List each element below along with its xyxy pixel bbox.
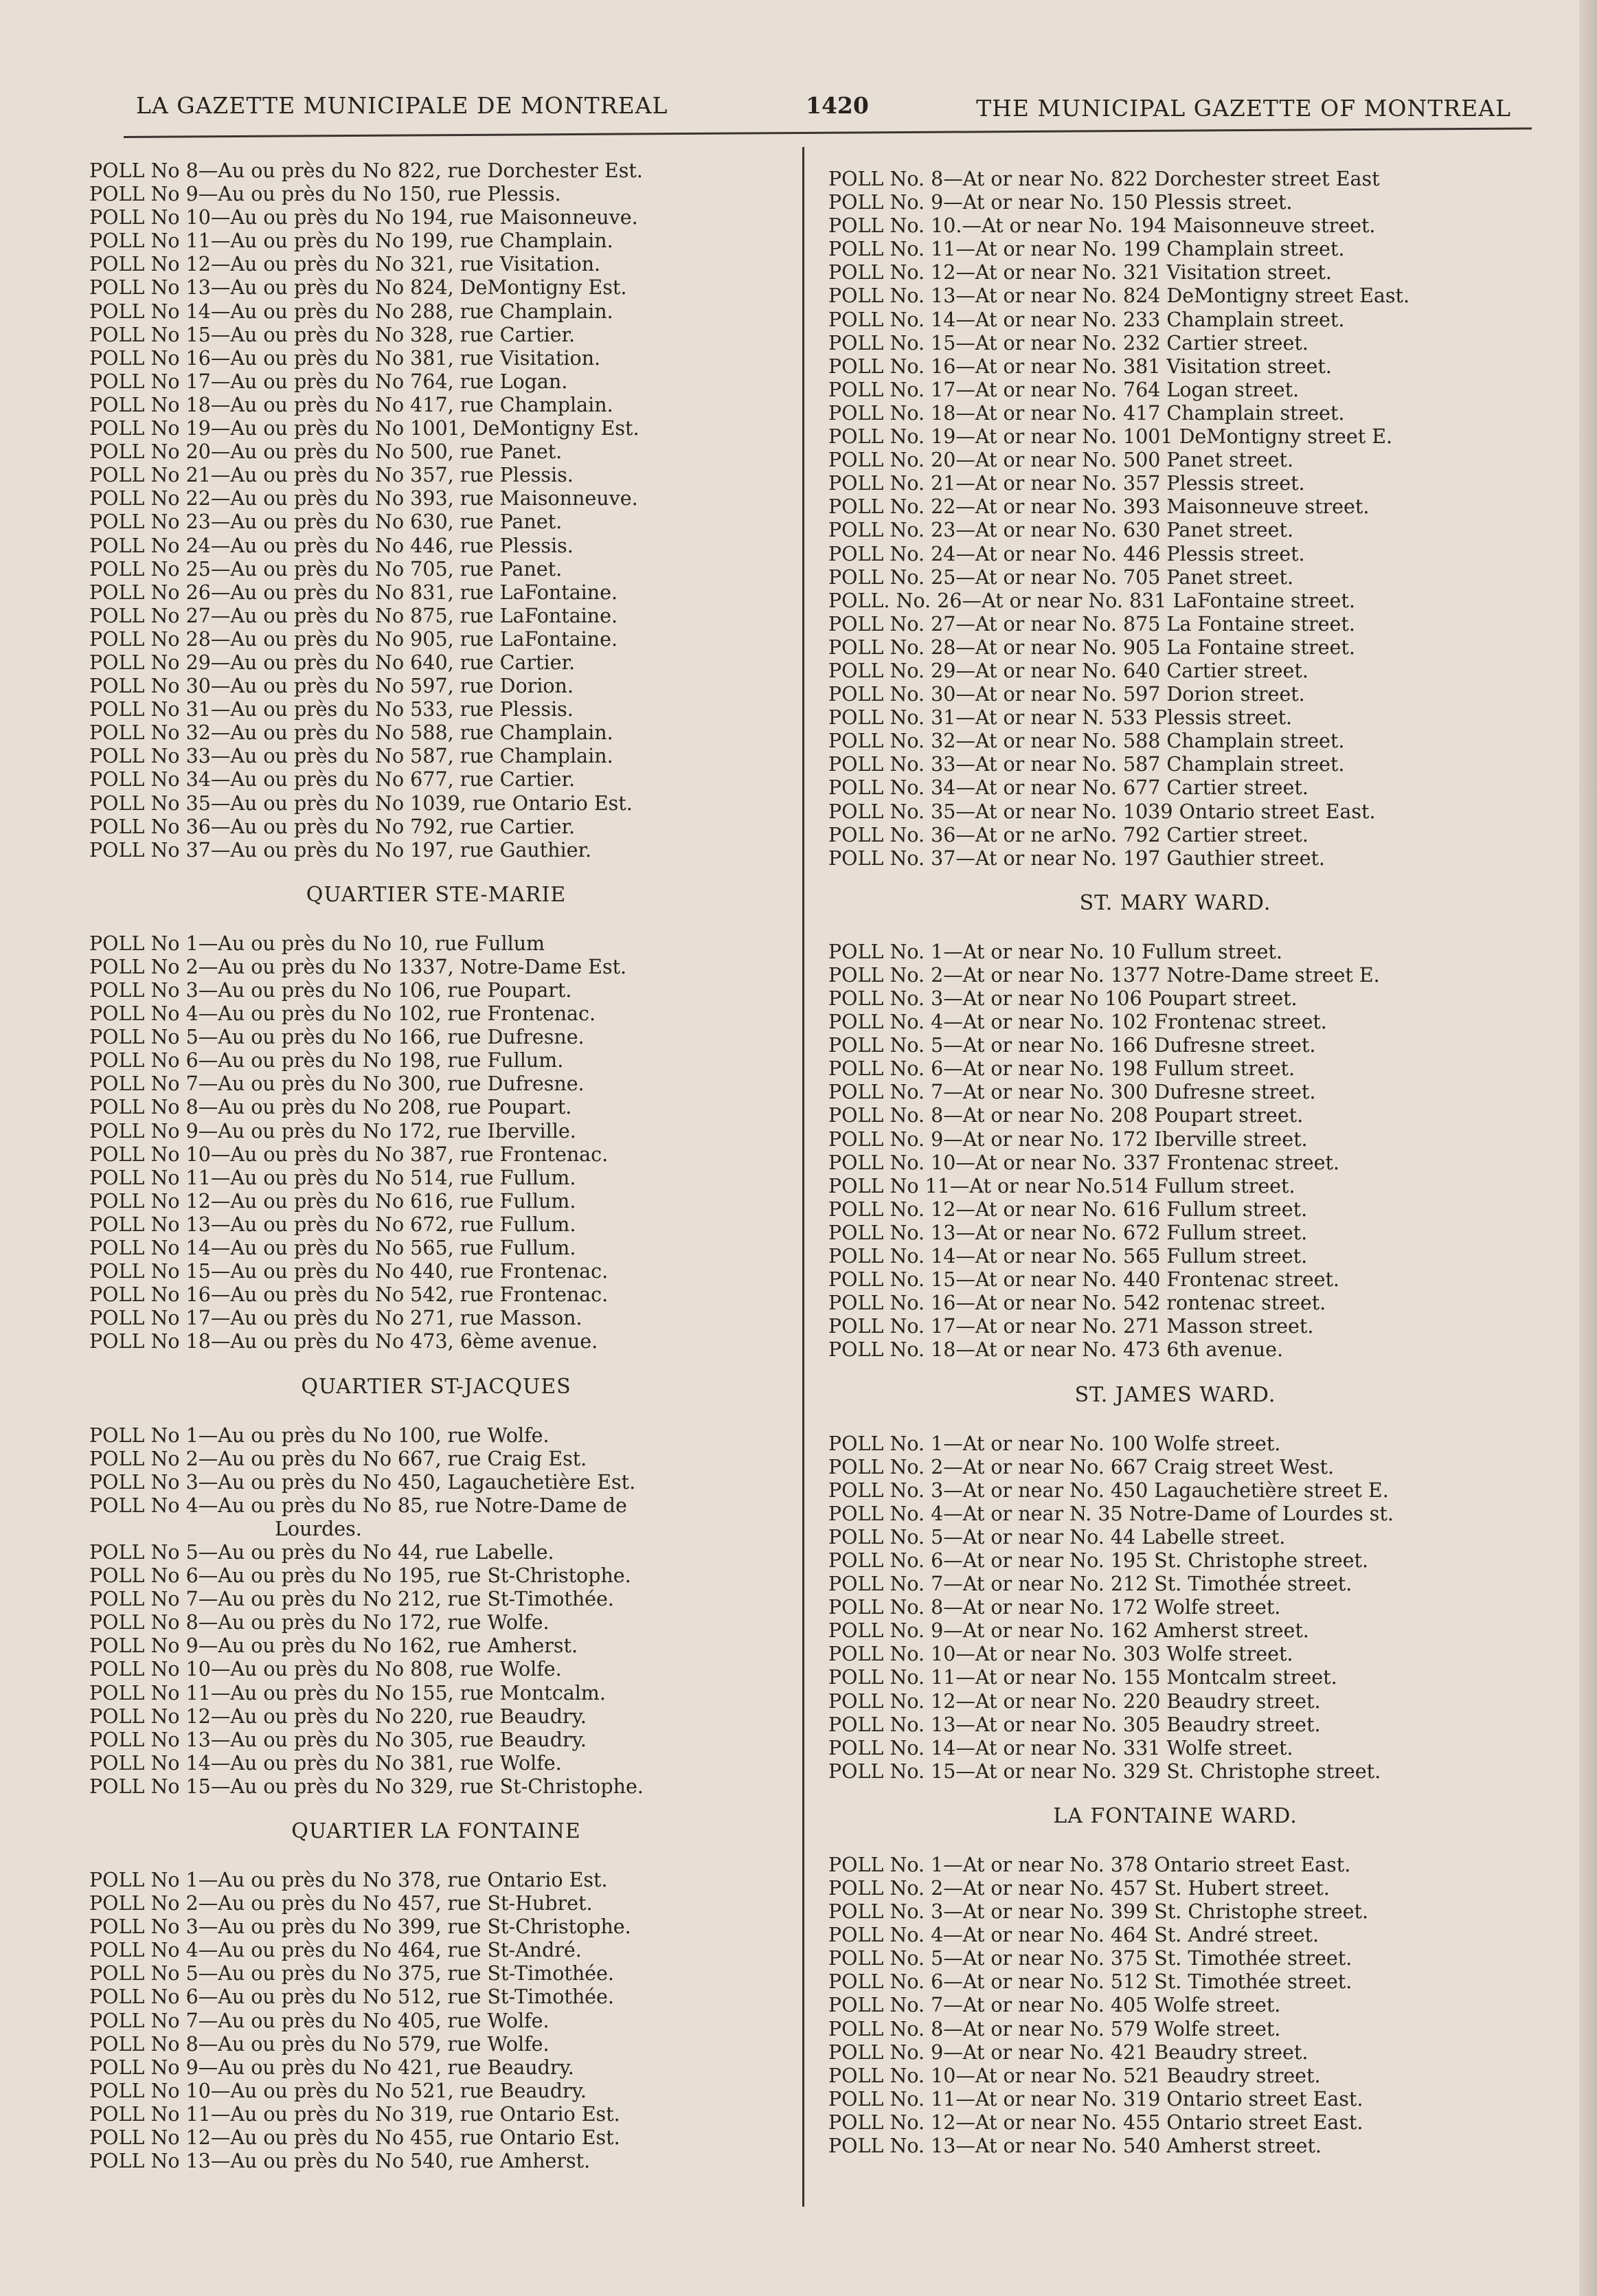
poll-entry: POLL No 25—Au ou près du No 705, rue Panet. <box>89 557 563 581</box>
poll-entry: POLL No 2—Au ou près du No 667, rue Craig Est. <box>89 1447 587 1470</box>
poll-entry: POLL No. 13—At or near No. 824 DeMontigny street East. <box>828 284 1410 308</box>
poll-entry: POLL No. 4—At or near N. 35 Notre-Dame of Lourdes st. <box>828 1502 1394 1525</box>
poll-entry: POLL No 31—Au ou près du No 533, rue Plessis. <box>89 698 574 721</box>
poll-entry: POLL No 10—Au ou près du No 387, rue Frontenac. <box>89 1143 609 1166</box>
poll-entry: POLL No. 2—At or near No. 457 St. Hubert street. <box>828 1877 1330 1900</box>
poll-entry: POLL No. 9—At or near No. 150 Plessis street. <box>828 191 1293 214</box>
poll-entry: POLL No. 5—At or near No. 375 St. Timothée street. <box>828 1947 1352 1970</box>
poll-entry: POLL No 24—Au ou près du No 446, rue Plessis. <box>89 534 574 557</box>
poll-entry: POLL No. 30—At or near No. 597 Dorion street. <box>828 683 1305 706</box>
poll-entry: POLL No. 5—At or near No. 166 Dufresne street. <box>828 1034 1316 1057</box>
poll-entry: POLL No 11—Au ou près du No 319, rue Ontario Est. <box>89 2102 620 2126</box>
poll-entry: POLL No. 4—At or near No. 464 St. André street. <box>828 1924 1319 1947</box>
english-section <box>828 1376 1522 1783</box>
poll-entry: POLL No 3—Au ou près du No 106, rue Poupart. <box>89 979 572 1002</box>
poll-entry: POLL No. 8—At or near No. 172 Wolfe street. <box>828 1596 1281 1619</box>
poll-entry: POLL No 13—Au ou près du No 540, rue Amherst. <box>89 2150 591 2173</box>
poll-entry: POLL No 13—Au ou près du No 824, DeMontigny Est. <box>89 276 627 300</box>
poll-entry: POLL No. 11—At or near No. 319 Ontario street East. <box>828 2087 1363 2111</box>
section-title: QUARTIER STE-MARIE <box>306 882 567 907</box>
poll-entry: POLL No. 3—At or near No. 399 St. Christophe street. <box>828 1900 1369 1924</box>
poll-entry: POLL No 34—Au ou près du No 677, rue Cartier. <box>89 768 576 791</box>
poll-entry: POLL No. 9—At or near No. 172 Iberville street. <box>828 1127 1308 1151</box>
page-number: 1420 <box>806 92 869 119</box>
poll-entry: POLL No 26—Au ou près du No 831, rue LaFontaine. <box>89 581 618 604</box>
poll-entry: POLL No 16—Au ou près du No 381, rue Visitation. <box>89 346 601 370</box>
poll-entry: POLL No 11—Au ou près du No 514, rue Fullum. <box>89 1166 576 1189</box>
poll-entry: POLL No 10—Au ou près du No 194, rue Maisonneuve. <box>89 206 638 229</box>
poll-entry: POLL No 8—Au ou près du No 208, rue Poupart. <box>89 1096 572 1119</box>
poll-entry: POLL No 4—Au ou près du No 85, rue Notre-Dame de <box>89 1494 627 1517</box>
poll-entry: POLL No 14—Au ou près du No 288, rue Champlain. <box>89 300 613 323</box>
poll-entry: POLL No 12—Au ou près du No 616, rue Fullum. <box>89 1189 576 1213</box>
poll-entry: POLL No 5—Au ou près du No 44, rue Labelle. <box>89 1540 554 1564</box>
section-title: ST. MARY WARD. <box>1079 890 1271 915</box>
poll-entry: POLL No 11—Au ou près du No 199, rue Champlain. <box>89 229 613 253</box>
poll-entry: POLL No. 6—At or near No. 198 Fullum street. <box>828 1057 1295 1081</box>
poll-entry: POLL No. 18—At or near No. 417 Champlain street. <box>828 401 1345 425</box>
page-header <box>136 88 1511 129</box>
section-title: QUARTIER ST-JACQUES <box>301 1374 571 1399</box>
poll-entry: POLL No. 8—At or near No. 208 Poupart street. <box>828 1104 1304 1127</box>
poll-entry: POLL No 30—Au ou près du No 597, rue Dorion. <box>89 675 574 698</box>
poll-entry: POLL No 22—Au ou près du No 393, rue Maisonneuve. <box>89 487 638 510</box>
poll-entry: POLL No. 14—At or near No. 233 Champlain street. <box>828 308 1345 331</box>
poll-entry: POLL No 1—Au ou près du No 100, rue Wolfe. <box>89 1423 550 1447</box>
poll-entry: POLL No. 12—At or near No. 220 Beaudry street. <box>828 1689 1321 1713</box>
poll-entry: POLL No. 7—At or near No. 300 Dufresne street. <box>828 1081 1316 1104</box>
poll-entry: POLL No. 9—At or near No. 421 Beaudry street. <box>828 2040 1309 2064</box>
poll-entry: POLL No. 16—At or near No. 542 rontenac street. <box>828 1292 1326 1315</box>
poll-entry: POLL No. 27—At or near No. 875 La Fontaine street. <box>828 612 1355 635</box>
header-french-title: LA GAZETTE MUNICIPALE DE MONTREAL <box>136 92 668 119</box>
poll-entry: POLL No. 10—At or near No. 337 Frontenac street. <box>828 1151 1339 1174</box>
poll-entry: POLL No 9—Au ou près du No 421, rue Beaudry. <box>89 2056 574 2079</box>
poll-entry: POLL No 6—Au ou près du No 195, rue St-Christophe. <box>89 1564 631 1588</box>
poll-entry: POLL No. 31—At or near N. 533 Plessis street. <box>828 706 1293 730</box>
poll-entry: POLL No. 19—At or near No. 1001 DeMontigny street E. <box>828 425 1393 449</box>
poll-entry: POLL No 33—Au ou près du No 587, rue Champlain. <box>89 745 613 768</box>
poll-entry: POLL No 5—Au ou près du No 166, rue Dufresne. <box>89 1026 585 1049</box>
poll-entry: POLL No 8—Au ou près du No 822, rue Dorchester Est. <box>89 159 643 182</box>
poll-entry: POLL No 6—Au ou près du No 198, rue Fullum. <box>89 1049 564 1072</box>
poll-entry: POLL No. 28—At or near No. 905 La Fontaine street. <box>828 635 1355 659</box>
poll-entry: POLL No 8—Au ou près du No 579, rue Wolfe. <box>89 2032 550 2056</box>
english-section <box>828 168 1522 870</box>
poll-entry: POLL No 14—Au ou près du No 381, rue Wolfe. <box>89 1751 562 1775</box>
poll-entry: POLL No 5—Au ou près du No 375, rue St-Timothée. <box>89 1962 614 1985</box>
poll-entry: POLL No 12—Au ou près du No 220, rue Beaudry. <box>89 1704 587 1728</box>
poll-entry: POLL No 1—Au ou près du No 10, rue Fullum <box>89 932 545 955</box>
poll-entry: POLL No 7—Au ou près du No 212, rue St-Timothée. <box>89 1588 614 1611</box>
poll-entry: POLL No 17—Au ou près du No 764, rue Logan. <box>89 370 568 393</box>
poll-entry: POLL No 12—Au ou près du No 455, rue Ontario Est. <box>89 2126 620 2150</box>
poll-entry: POLL No 28—Au ou près du No 905, rue LaFontaine. <box>89 627 618 651</box>
poll-entry: POLL No 10—Au ou près du No 808, rue Wolfe. <box>89 1658 562 1681</box>
poll-entry: POLL No 10—Au ou près du No 521, rue Beaudry. <box>89 2079 587 2102</box>
poll-entry: POLL No 2—Au ou près du No 1337, Notre-Dame Est. <box>89 955 627 978</box>
poll-entry: POLL No. 13—At or near No. 540 Amherst street. <box>828 2135 1322 2158</box>
poll-entry: POLL No 20—Au ou près du No 500, rue Panet. <box>89 440 563 464</box>
poll-entry: POLL No. 12—At or near No. 616 Fullum street. <box>828 1197 1308 1221</box>
header-english-title: THE MUNICIPAL GAZETTE OF MONTREAL <box>976 95 1511 122</box>
section-title: QUARTIER LA FONTAINE <box>291 1819 581 1843</box>
french-section <box>89 159 783 862</box>
poll-entry: POLL No. 10—At or near No. 521 Beaudry street. <box>828 2064 1321 2087</box>
poll-entry: POLL No 12—Au ou près du No 321, rue Visitation. <box>89 253 601 276</box>
poll-entry: POLL No 36—Au ou près du No 792, rue Cartier. <box>89 815 576 838</box>
poll-entry: POLL No. 14—At or near No. 565 Fullum street. <box>828 1245 1308 1268</box>
poll-entry: POLL No. 20—At or near No. 500 Panet street. <box>828 449 1294 472</box>
poll-entry: POLL No. 33—At or near No. 587 Champlain street. <box>828 753 1345 776</box>
poll-entry: POLL No. 21—At or near No. 357 Plessis street. <box>828 472 1305 495</box>
poll-entry: POLL No. 3—At or near No 106 Poupart street. <box>828 987 1298 1010</box>
poll-entry: POLL No. 32—At or near No. 588 Champlain street. <box>828 730 1345 753</box>
poll-entry: POLL No 15—Au ou près du No 328, rue Cartier. <box>89 323 576 346</box>
poll-entry: POLL No. 7—At or near No. 405 Wolfe street. <box>828 1994 1281 2017</box>
poll-entry: POLL No. 2—At or near No. 667 Craig street West. <box>828 1455 1335 1478</box>
poll-entry: POLL No. 11—At or near No. 155 Montcalm street. <box>828 1666 1337 1689</box>
poll-entry: POLL No 7—Au ou près du No 300, rue Dufresne. <box>89 1072 585 1096</box>
poll-entry: POLL No 15—Au ou près du No 440, rue Frontenac. <box>89 1260 609 1283</box>
poll-entry: POLL No. 13—At or near No. 305 Beaudry street. <box>828 1713 1321 1736</box>
poll-entry: POLL No 18—Au ou près du No 417, rue Champlain. <box>89 393 613 416</box>
poll-entry: POLL No. 5—At or near No. 44 Labelle street. <box>828 1525 1286 1549</box>
poll-entry: POLL No. 6—At or near No. 195 St. Christophe street. <box>828 1549 1369 1572</box>
poll-entry: POLL No 14—Au ou près du No 565, rue Fullum. <box>89 1237 576 1260</box>
poll-entry: POLL No. 22—At or near No. 393 Maisonneuve street. <box>828 495 1370 519</box>
poll-entry: POLL No. 8—At or near No. 822 Dorchester street East <box>828 168 1380 190</box>
poll-entry: POLL No 3—Au ou près du No 450, Lagauchetière Est. <box>89 1470 636 1494</box>
poll-entry: POLL No. 1—At or near No. 100 Wolfe street. <box>828 1432 1281 1455</box>
french-column <box>89 159 783 2173</box>
poll-entry: POLL No. 10—At or near No. 303 Wolfe street. <box>828 1643 1293 1666</box>
poll-entry: POLL No 3—Au ou près du No 399, rue St-Christophe. <box>89 1915 631 1939</box>
poll-entry: POLL No. 35—At or near No. 1039 Ontario street East. <box>828 800 1376 823</box>
poll-entry: POLL No 6—Au ou près du No 512, rue St-Timothée. <box>89 1985 614 2009</box>
poll-entry: POLL No. 12—At or near No. 321 Visitation street. <box>828 261 1332 284</box>
poll-entry: POLL No. 7—At or near No. 212 St. Timothée street. <box>828 1573 1352 1596</box>
english-section <box>828 1797 1522 2158</box>
poll-entry: POLL No. 17—At or near No. 764 Logan street. <box>828 378 1300 401</box>
poll-entry: POLL No 37—Au ou près du No 197, rue Gauthier. <box>89 838 592 862</box>
poll-entry: POLL No 9—Au ou près du No 162, rue Amherst. <box>89 1634 578 1658</box>
poll-entry: POLL No 9—Au ou près du No 172, rue Iberville. <box>89 1119 576 1143</box>
poll-entry: POLL No 7—Au ou près du No 405, rue Wolfe. <box>89 2009 550 2032</box>
poll-entry: POLL. No. 26—At or near No. 831 LaFontaine street. <box>828 589 1355 612</box>
poll-entry: Lourdes. <box>275 1517 362 1540</box>
poll-entry: POLL No 18—Au ou près du No 473, 6ème avenue. <box>89 1330 598 1353</box>
poll-entry: POLL No. 18—At or near No. 473 6th avenue. <box>828 1338 1284 1362</box>
poll-entry: POLL No. 15—At or near No. 329 St. Christophe street. <box>828 1759 1381 1783</box>
poll-entry: POLL No. 11—At or near No. 199 Champlain street. <box>828 238 1345 261</box>
poll-entry: POLL No. 4—At or near No. 102 Frontenac street. <box>828 1011 1327 1034</box>
poll-entry: POLL No 21—Au ou près du No 357, rue Plessis. <box>89 464 574 487</box>
poll-entry: POLL No 9—Au ou près du No 150, rue Plessis. <box>89 183 561 206</box>
poll-entry: POLL No. 29—At or near No. 640 Cartier street. <box>828 659 1309 682</box>
english-column <box>828 168 1522 2158</box>
poll-entry: POLL No. 12—At or near No. 455 Ontario street East. <box>828 2111 1363 2134</box>
poll-entry: POLL No. 14—At or near No. 331 Wolfe street. <box>828 1736 1293 1759</box>
poll-entry: POLL No 11—Au ou près du No 155, rue Montcalm. <box>89 1681 606 1704</box>
poll-entry: POLL No. 37—At or near No. 197 Gauthier street. <box>828 846 1325 870</box>
poll-entry: POLL No. 13—At or near No. 672 Fullum street. <box>828 1221 1308 1244</box>
poll-entry: POLL No 17—Au ou près du No 271, rue Masson. <box>89 1307 582 1330</box>
english-section <box>828 884 1522 1362</box>
section-title: LA FONTAINE WARD. <box>1053 1803 1298 1828</box>
poll-entry: POLL No. 1—At or near No. 378 Ontario street East. <box>828 1853 1351 1876</box>
poll-entry: POLL No 8—Au ou près du No 172, rue Wolfe. <box>89 1611 550 1634</box>
poll-entry: POLL No. 3—At or near No. 450 Lagauchetière street E. <box>828 1478 1389 1502</box>
poll-entry: POLL No. 10.—At or near No. 194 Maisonneuve street. <box>828 214 1376 238</box>
poll-entry: POLL No 4—Au ou près du No 102, rue Frontenac. <box>89 1002 596 1026</box>
page-edge <box>1579 0 1597 2296</box>
poll-entry: POLL No 2—Au ou près du No 457, rue St-Hubret. <box>89 1892 593 1915</box>
poll-entry: POLL No 16—Au ou près du No 542, rue Frontenac. <box>89 1283 609 1307</box>
french-section <box>89 876 783 1354</box>
poll-entry: POLL No. 25—At or near No. 705 Panet street. <box>828 565 1294 589</box>
poll-entry: POLL No. 16—At or near No. 381 Visitation street. <box>828 354 1332 378</box>
poll-entry: POLL No 4—Au ou près du No 464, rue St-André. <box>89 1939 582 1962</box>
poll-entry: POLL No. 8—At or near No. 579 Wolfe street. <box>828 2017 1281 2040</box>
poll-entry: POLL No. 9—At or near No. 162 Amherst street. <box>828 1619 1309 1643</box>
poll-entry: POLL No. 36—At or ne arNo. 792 Cartier street. <box>828 823 1309 846</box>
poll-entry: POLL No. 15—At or near No. 440 Frontenac street. <box>828 1268 1339 1292</box>
poll-entry: POLL No 1—Au ou près du No 378, rue Ontario Est. <box>89 1869 608 1891</box>
poll-entry: POLL No. 23—At or near No. 630 Panet street. <box>828 519 1294 542</box>
poll-entry: POLL No 29—Au ou près du No 640, rue Cartier. <box>89 651 576 674</box>
poll-entry: POLL No 27—Au ou près du No 875, rue LaFontaine. <box>89 604 618 627</box>
poll-entry: POLL No. 15—At or near No. 232 Cartier street. <box>828 331 1309 354</box>
french-section <box>89 1812 783 2173</box>
poll-entry: POLL No 35—Au ou près du No 1039, rue Ontario Est. <box>89 791 633 815</box>
poll-entry: POLL No 11—At or near No.514 Fullum street. <box>828 1174 1295 1197</box>
poll-entry: POLL No. 1—At or near No. 10 Fullum street. <box>828 940 1282 963</box>
poll-entry: POLL No 13—Au ou près du No 305, rue Beaudry. <box>89 1728 587 1751</box>
french-section <box>89 1368 783 1799</box>
poll-entry: POLL No. 34—At or near No. 677 Cartier street. <box>828 776 1309 800</box>
poll-entry: POLL No. 6—At or near No. 512 St. Timothée street. <box>828 1970 1352 1994</box>
poll-entry: POLL No 19—Au ou près du No 1001, DeMontigny Est. <box>89 417 639 440</box>
column-divider <box>802 147 804 2207</box>
poll-entry: POLL No 32—Au ou près du No 588, rue Champlain. <box>89 721 613 745</box>
poll-entry: POLL No 13—Au ou près du No 672, rue Fullum. <box>89 1213 576 1236</box>
poll-entry: POLL No 15—Au ou près du No 329, rue St-Christophe. <box>89 1775 644 1798</box>
poll-entry: POLL No. 2—At or near No. 1377 Notre-Dame street E. <box>828 963 1380 987</box>
poll-entry: POLL No. 24—At or near No. 446 Plessis street. <box>828 542 1305 565</box>
poll-entry: POLL No 23—Au ou près du No 630, rue Panet. <box>89 510 563 534</box>
section-title: ST. JAMES WARD. <box>1074 1382 1276 1407</box>
poll-entry: POLL No. 17—At or near No. 271 Masson street. <box>828 1315 1314 1338</box>
